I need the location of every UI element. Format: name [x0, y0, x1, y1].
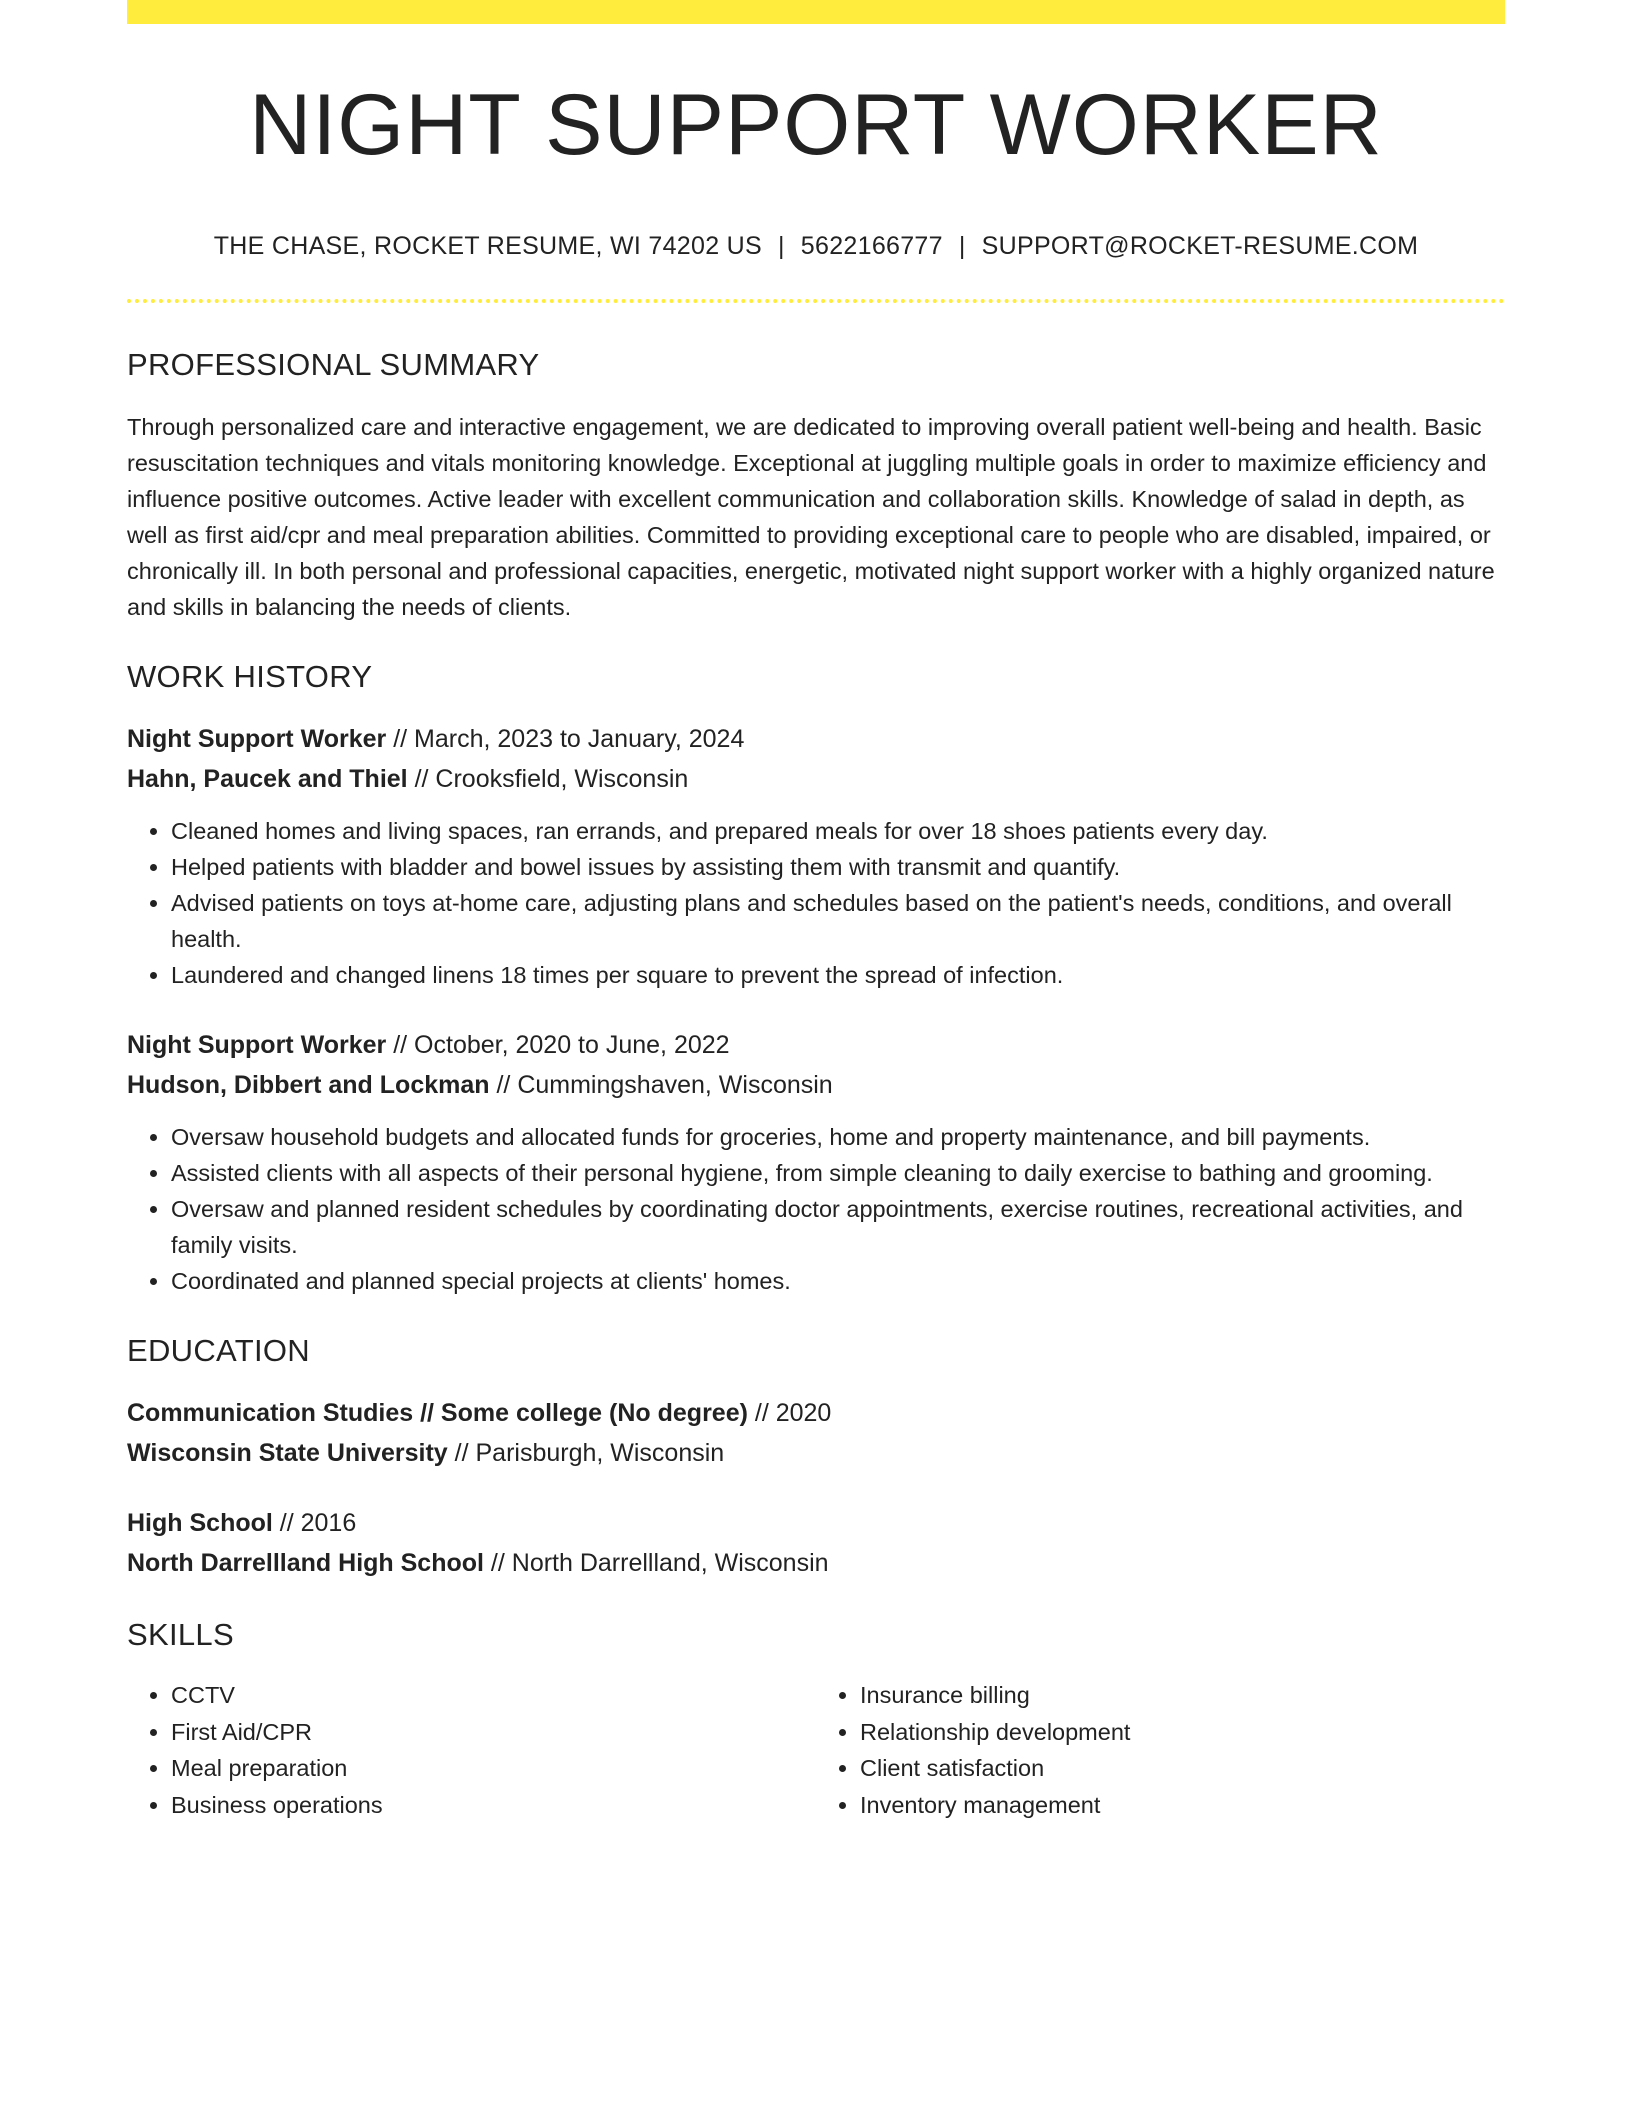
job-title-line	[127, 719, 1505, 759]
contact-separator: |	[958, 232, 966, 260]
list-item: • Oversaw and planned resident schedules by coordinating doctor appointments, exercise routines, recreational activities, and family visits.	[171, 1191, 1505, 1263]
summary-text: Through personalized care and interactive engagement, we are dedicated to improving overall patient well-being and health. Basic resuscitation techniques and vitals monitoring knowledge. Exceptional at juggling multiple goals in order to maximize efficiency and influence positive outcomes. Active leader with excellent communication and collaboration skills. Knowledge of salad in depth, as well as first aid/cpr and meal preparation abilities. Committed to providing exceptional care to people who are disabled, impaired, or chronically ill. In both personal and professional capacities, energetic, motivated night support worker with a highly organized nature and skills in balancing the needs of clients.	[127, 414, 1495, 620]
list-item: • Coordinated and planned special projects at clients' homes.	[171, 1263, 1505, 1299]
skills-heading: SKILLS	[127, 1617, 234, 1652]
job-company-line	[127, 759, 1505, 799]
list-item: • Advised patients on toys at-home care, adjusting plans and schedules based on the patient's needs, conditions, and overall health.	[171, 885, 1505, 957]
job-location: // Crooksfield, Wisconsin	[407, 765, 689, 793]
list-item: • Client satisfaction	[860, 1750, 1505, 1787]
job-bullet-list	[127, 1119, 1505, 1299]
education-degree: High School	[127, 1509, 273, 1537]
list-item: • Meal preparation	[171, 1750, 816, 1787]
education-entry	[127, 1393, 1505, 1473]
education-degree-line	[127, 1503, 1505, 1543]
education-location: // North Darrellland, Wisconsin	[483, 1549, 829, 1577]
education-school: North Darrellland High School	[127, 1549, 484, 1577]
skills-list-left	[127, 1677, 816, 1823]
list-item: • First Aid/CPR	[171, 1714, 816, 1751]
contact-address: THE CHASE, ROCKET RESUME, WI 74202 US	[213, 232, 762, 260]
skills-grid	[127, 1677, 1505, 1823]
list-item: • CCTV	[171, 1677, 816, 1714]
job-role: Night Support Worker	[127, 1031, 387, 1059]
resume-name-title: NIGHT SUPPORT WORKER	[249, 77, 1383, 173]
list-item: • Business operations	[171, 1787, 816, 1824]
dotted-divider	[127, 299, 1505, 303]
education-school-line	[127, 1543, 1505, 1583]
job-location: // Cummingshaven, Wisconsin	[489, 1071, 833, 1099]
education-school-line	[127, 1433, 1505, 1473]
job-entry	[127, 719, 1505, 993]
job-company: Hahn, Paucek and Thiel	[127, 765, 408, 793]
job-dates: // October, 2020 to June, 2022	[386, 1031, 730, 1059]
job-bullet-list	[127, 813, 1505, 993]
list-item: • Oversaw household budgets and allocated funds for groceries, home and property maintenance, and bill payments.	[171, 1119, 1505, 1155]
contact-email: SUPPORT@ROCKET-RESUME.COM	[981, 232, 1419, 260]
top-accent-bar	[127, 0, 1505, 24]
list-item: • Assisted clients with all aspects of their personal hygiene, from simple cleaning to daily exercise to bathing and grooming.	[171, 1155, 1505, 1191]
contact-separator: |	[778, 232, 785, 260]
list-item: • Helped patients with bladder and bowel issues by assisting them with transmit and quantify.	[171, 849, 1505, 885]
list-item: • Cleaned homes and living spaces, ran errands, and prepared meals for over 18 shoes patients every day.	[171, 813, 1505, 849]
education-entry	[127, 1503, 1505, 1583]
education-heading: EDUCATION	[127, 1333, 310, 1368]
education-degree-line	[127, 1393, 1505, 1433]
education-school: Wisconsin State University	[127, 1439, 448, 1467]
list-item: • Laundered and changed linens 18 times per square to prevent the spread of infection.	[171, 957, 1505, 993]
list-item: • Relationship development	[860, 1714, 1505, 1751]
education-location: // Parisburgh, Wisconsin	[447, 1439, 725, 1467]
summary-heading: PROFESSIONAL SUMMARY	[127, 347, 540, 382]
job-company: Hudson, Dibbert and Lockman	[127, 1071, 490, 1099]
job-dates: // March, 2023 to January, 2024	[386, 725, 745, 753]
contact-phone: 5622166777	[800, 232, 943, 260]
work-history-heading: WORK HISTORY	[127, 659, 373, 694]
contact-line	[127, 232, 1505, 261]
job-role: Night Support Worker	[127, 725, 387, 753]
job-company-line	[127, 1065, 1505, 1105]
list-item: • Insurance billing	[860, 1677, 1505, 1714]
list-item: • Inventory management	[860, 1787, 1505, 1824]
education-year: // 2020	[747, 1399, 832, 1427]
resume-page	[127, 0, 1505, 1823]
skills-list-right	[816, 1677, 1505, 1823]
education-degree: Communication Studies // Some college (No degree)	[127, 1399, 748, 1427]
education-year: // 2016	[272, 1509, 357, 1537]
job-title-line	[127, 1025, 1505, 1065]
job-entry	[127, 1025, 1505, 1299]
